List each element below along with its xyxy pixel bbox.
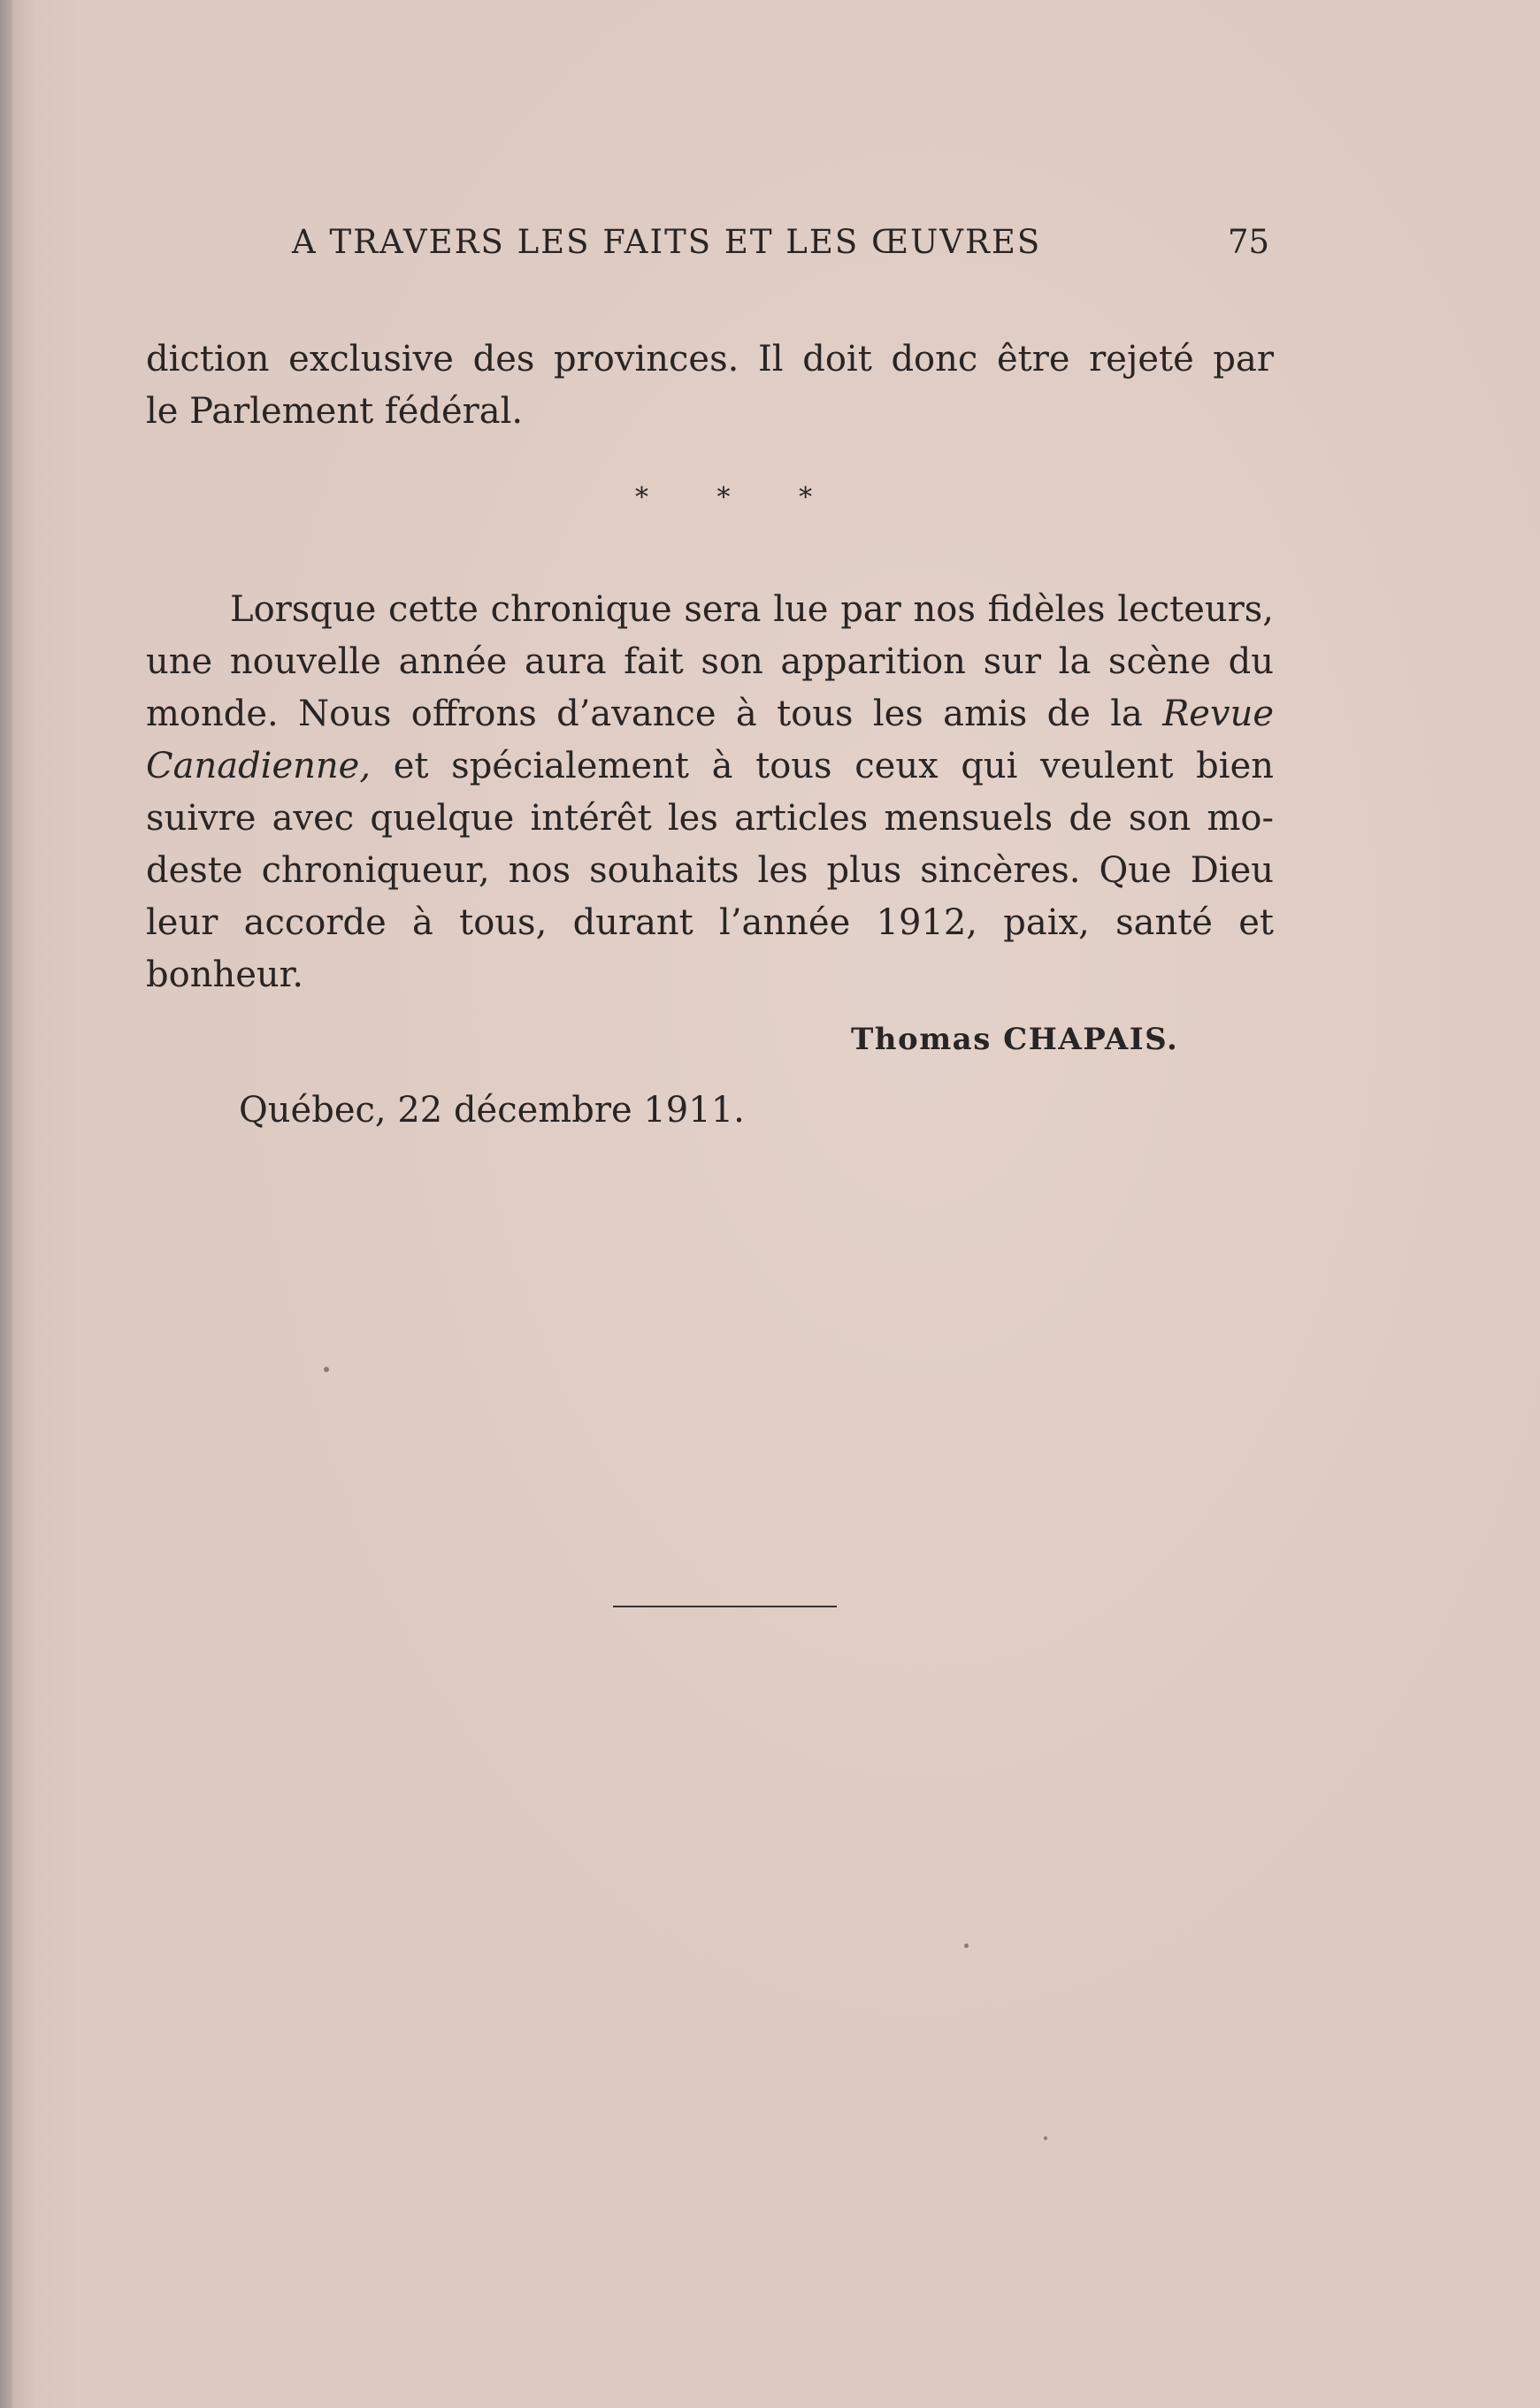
paper-speck	[1044, 2136, 1047, 2140]
paragraph-new-year	[146, 584, 1274, 1001]
text-line: le Parlement fédéral.	[146, 391, 524, 432]
text-line	[146, 688, 1274, 740]
text-line: leur accorde à tous, durant l’année 1912, paix, santé et	[146, 902, 1274, 943]
text-segment: et spécialement à tous ceux qui veulent bien	[393, 746, 1274, 786]
text-line: une nouvelle année aura fait son apparition sur la scène du	[146, 641, 1274, 682]
text-line: deste chroniqueur, nos souhaits les plus sincères. Que Dieu	[146, 850, 1274, 891]
running-title: A TRAVERS LES FAITS ET LES ŒUVRES	[292, 223, 1042, 261]
section-separator: * * *	[635, 482, 843, 513]
paper-speck	[964, 1944, 969, 1948]
spine-shadow	[0, 0, 12, 2408]
journal-name: Canadienne,	[146, 746, 372, 786]
text-line: suivre avec quelque intérêt les articles mensuels de son mo-	[146, 798, 1274, 839]
author-signature: Thomas CHAPAIS.	[851, 1022, 1179, 1057]
text-line: Lorsque cette chronique sera lue par nos fidèles lecteurs,	[230, 589, 1274, 630]
text-segment: monde. Nous offrons d’avance à tous les amis de la	[146, 694, 1143, 734]
text-line	[146, 740, 1274, 793]
paragraph-continued	[146, 334, 1274, 438]
journal-name: Revue	[1162, 694, 1275, 734]
end-rule	[613, 1606, 837, 1607]
page-number: 75	[1228, 223, 1270, 261]
text-line: diction exclusive des provinces. Il doit donc être rejeté par	[146, 339, 1274, 380]
dateline: Québec, 22 décembre 1911.	[239, 1090, 745, 1131]
text-line: bonheur.	[146, 955, 304, 995]
paper-speck	[324, 1367, 329, 1372]
